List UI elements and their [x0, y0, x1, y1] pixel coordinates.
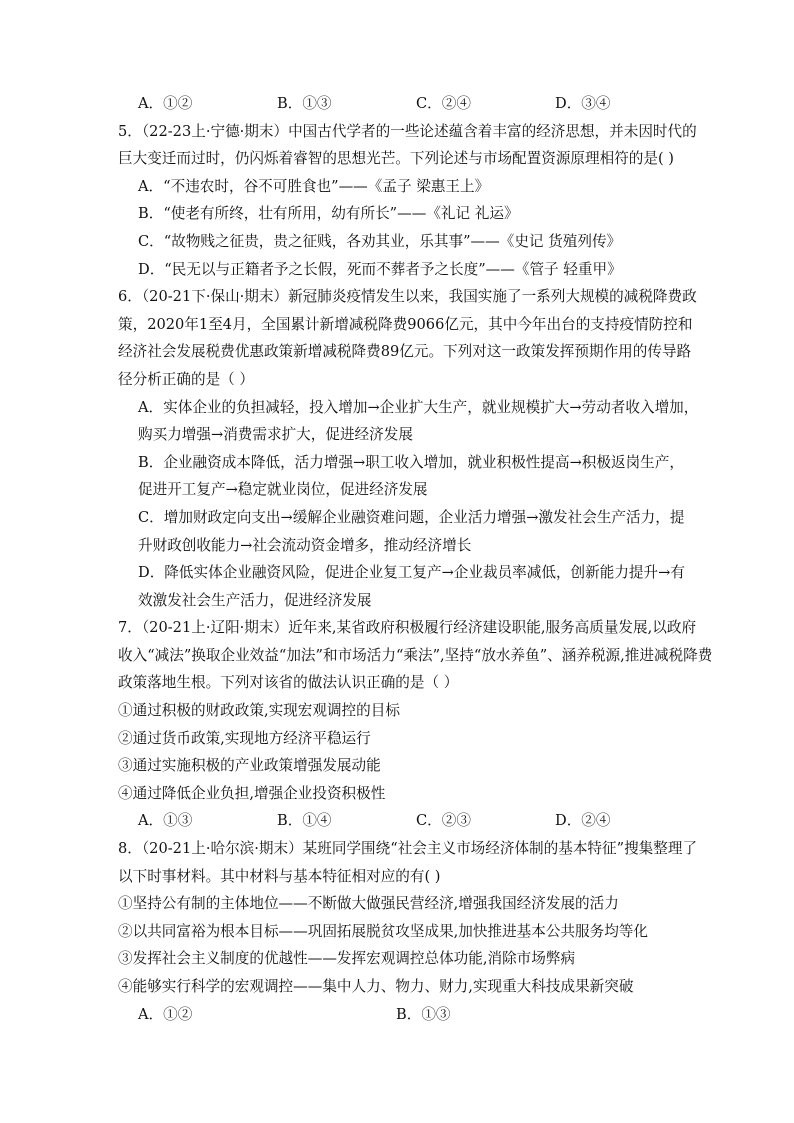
q8-item-2: ②以共同富裕为根本目标——巩固拓展脱贫攻坚成果,加快推进基本公共服务均等化	[118, 922, 649, 940]
question-7	[118, 614, 713, 835]
q8-stem-line: 8．（20-21上·哈尔滨·期末）某班同学围绕“社会主义市场经济体制的基本特征”搜集整理了	[118, 840, 698, 858]
q6-option-d[interactable]	[118, 559, 688, 614]
q6-option-b[interactable]	[118, 449, 688, 504]
q6-option-b-line: 促进开工复产→稳定就业岗位，促进经济发展	[138, 481, 428, 499]
q4-options	[118, 90, 688, 118]
q7-item-3: ③通过实施积极的产业政策增强发展动能	[118, 757, 381, 775]
q4-option-a[interactable]: A．①②	[138, 95, 193, 112]
q6-option-d-line: D．降低实体企业融资风险，促进企业复工复产→企业裁员率减低，创新能力提升→有	[138, 564, 685, 582]
exam-page	[118, 90, 713, 1028]
q4-option-b[interactable]: B．①③	[277, 95, 332, 112]
question-5	[118, 118, 697, 284]
q7-stem-line: 收入“减法”换取企业效益“加法”和市场活力“乘法”,坚持“放水养鱼”、涵养税源,推进减税降费	[118, 646, 713, 664]
q7-stem-line: 7．（20-21上·辽阳·期末）近年来,某省政府积极履行经济建设职能,服务高质量发展,以政府	[118, 619, 697, 637]
q8-option-b[interactable]: B．①③	[396, 1005, 451, 1023]
q7-item-2: ②通过货币政策,实现地方经济平稳运行	[118, 729, 371, 747]
q6-option-a[interactable]	[118, 394, 699, 449]
q8-option-a[interactable]: A．①②	[138, 1005, 193, 1023]
q6-option-a-line: 购买力增强→消费需求扩大，促进经济发展	[138, 426, 413, 444]
q6-option-d-line: 效激发社会生产活力，促进经济发展	[138, 591, 372, 609]
q5-option-a[interactable]: A．“不违农时，谷不可胜食也”——《孟子 梁惠王上》	[138, 177, 490, 195]
q8-item-3: ③发挥社会主义制度的优越性——发挥宏观调控总体功能,消除市场弊病	[118, 950, 576, 968]
q4-option-c[interactable]: C．②④	[416, 95, 471, 112]
q6-stem-line: 经济社会发展税费优惠政策新增减税降费89亿元。下列对这一政策发挥预期作用的传导路	[118, 343, 692, 361]
q8-stem-line: 以下时事材料。其中材料与基本特征相对应的有( )	[118, 867, 441, 885]
q6-option-b-line: B．企业融资成本降低，活力增强→职工收入增加，就业积极性提高→积极返岗生产，	[138, 453, 684, 471]
q5-option-b[interactable]: B．“使老有所终，壮有所用，幼有所长”——《礼记 礼运》	[138, 205, 519, 223]
q6-option-c-line: 升财政创收能力→社会流动资金增多，推动经济增长	[138, 536, 472, 554]
q6-option-c-line: C．增加财政定向支出→缓解企业融资难问题，企业活力增强→激发社会生产活力，提	[138, 508, 685, 526]
q7-option-b[interactable]: B．①④	[277, 812, 332, 830]
q8-options	[118, 1001, 688, 1029]
q7-options	[118, 807, 688, 835]
q5-option-c[interactable]: C．“故物贱之征贵，贵之征贱，各劝其业，乐其事”——《史记 货殖列传》	[138, 232, 622, 250]
q8-item-4: ④能够实行科学的宏观调控——集中人力、物力、财力,实现重大科技成果新突破	[118, 978, 634, 995]
q8-item-1: ①坚持公有制的主体地位——不断做大做强民营经济,增强我国经济发展的活力	[118, 895, 619, 913]
q6-stem-line: 6．（20-21下·保山·期末）新冠肺炎疫情发生以来，我国实施了一系列大规模的减税降费政	[118, 288, 697, 306]
q6-stem-line: 策，2020年1至4月，全国累计新增减税降费9066亿元，其中今年出台的支持疫情防控和	[118, 315, 693, 333]
q6-option-a-line: A．实体企业的负担减轻，投入增加→企业扩大生产，就业规模扩大→劳动者收入增加，	[138, 398, 699, 416]
q5-stem-line: 巨大变迁而过时，仍闪烁着睿智的思想光芒。下列论述与市场配置资源原理相符的是( )	[118, 150, 674, 168]
q7-option-a[interactable]: A．①③	[138, 812, 193, 830]
q5-option-d[interactable]: D．“民无以与正籍者予之长假，死而不葬者予之长度”——《管子 轻重甲》	[138, 260, 622, 278]
q7-option-c[interactable]: C．②③	[416, 812, 471, 830]
q7-stem-line: 政策落地生根。下列对该省的做法认识正确的是（ ）	[118, 674, 459, 692]
q7-item-4: ④通过降低企业负担,增强企业投资积极性	[118, 784, 386, 802]
question-8	[118, 835, 698, 1028]
q7-item-1: ①通过积极的财政政策,实现宏观调控的目标	[118, 702, 400, 720]
question-6	[118, 283, 699, 614]
q6-stem-line: 径分析正确的是（ ）	[118, 370, 254, 388]
q4-option-d[interactable]: D．③④	[555, 95, 611, 112]
q5-stem-line: 5．（22-23上·宁德·期末）中国古代学者的一些论述蕴含着丰富的经济思想，并未因时代的	[118, 122, 697, 140]
q6-option-c[interactable]	[118, 504, 688, 559]
q7-option-d[interactable]: D．②④	[555, 812, 611, 830]
